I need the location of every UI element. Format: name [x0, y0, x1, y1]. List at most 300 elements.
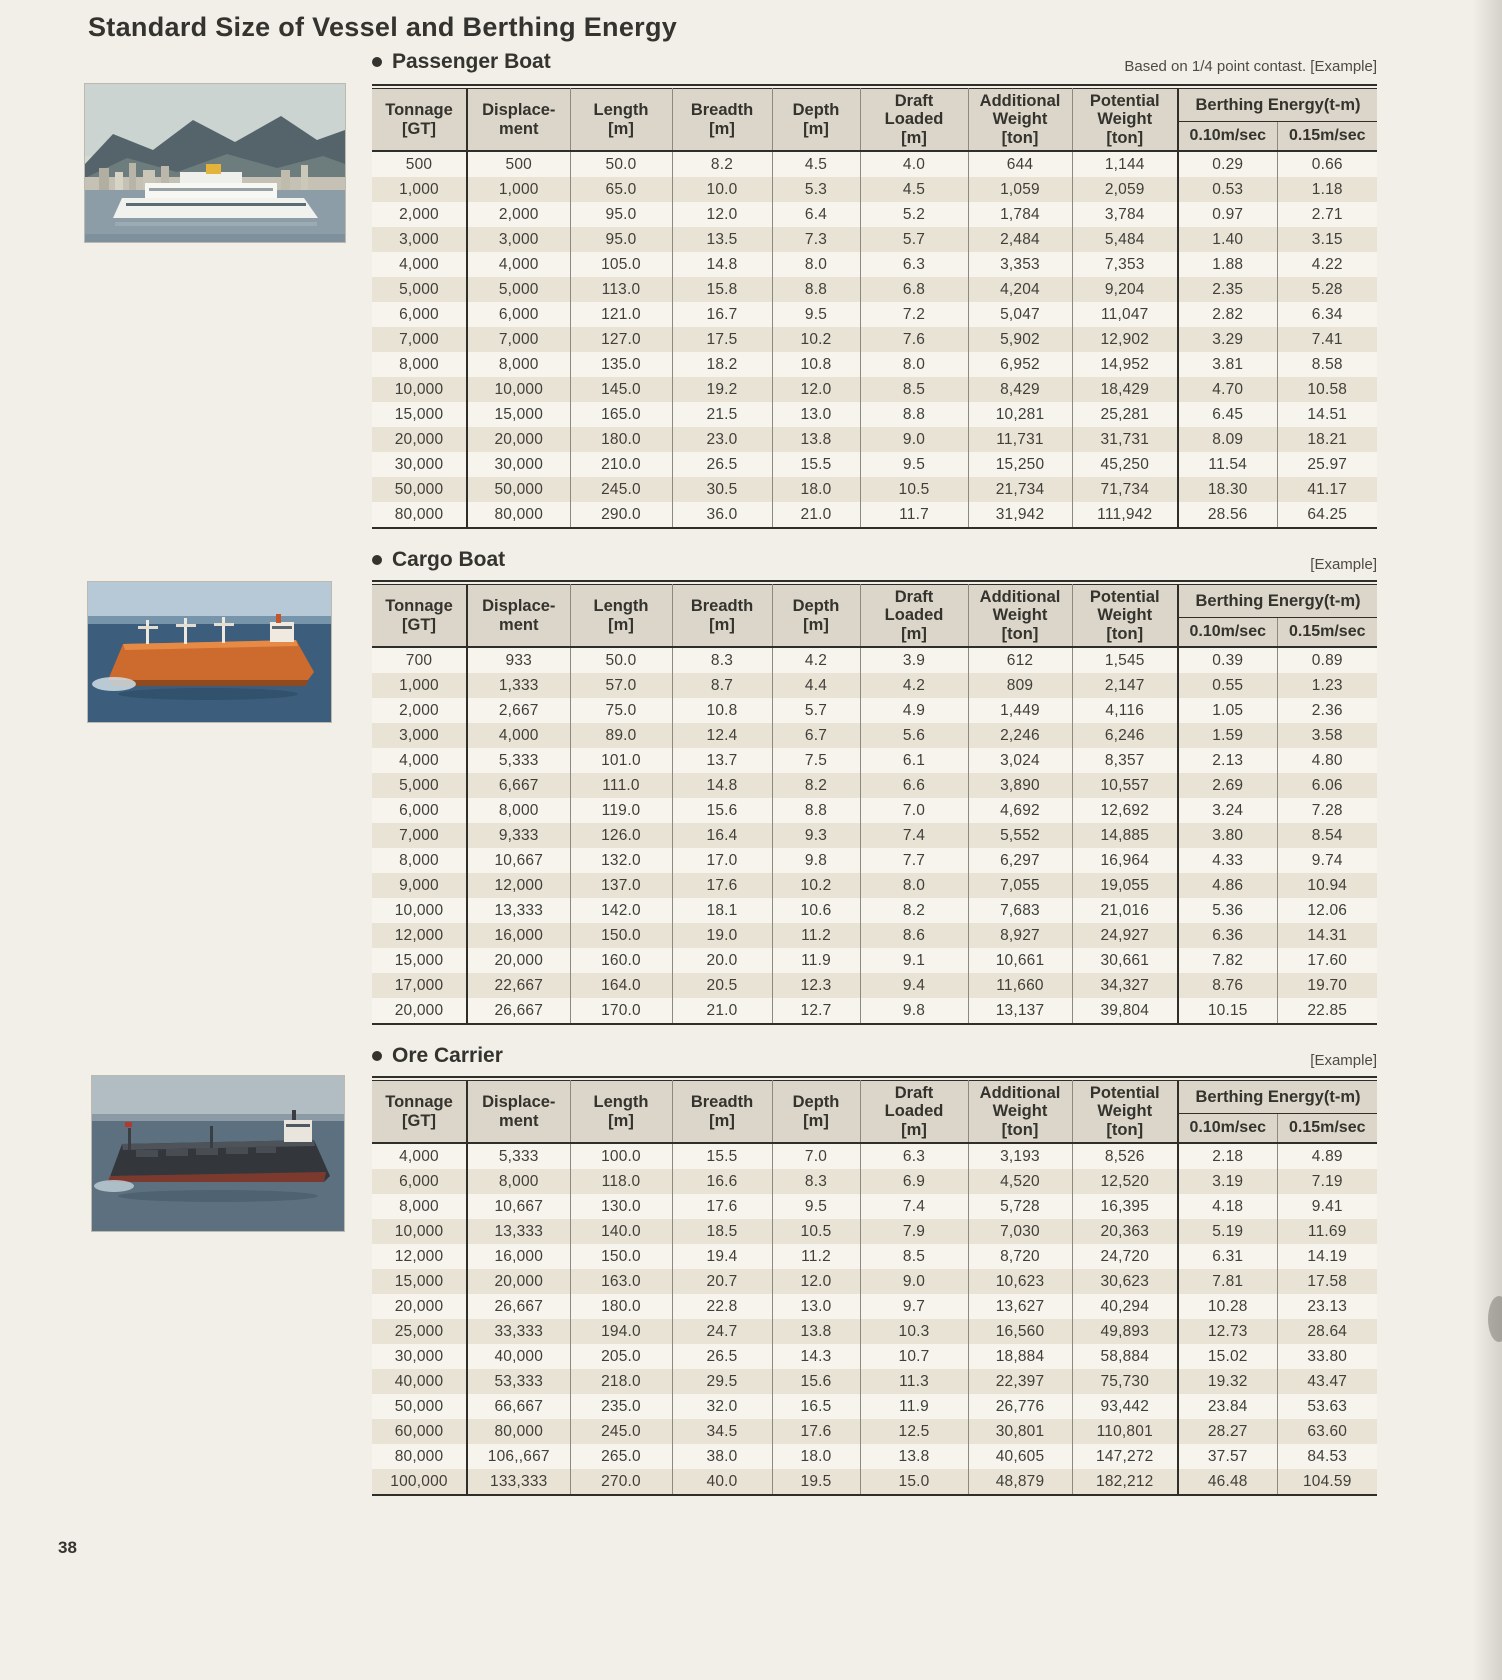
cell: 170.0	[570, 998, 672, 1024]
cell: 4,204	[968, 277, 1072, 302]
table-row	[372, 1143, 1377, 1169]
col-depth: Depth [m]	[772, 585, 860, 648]
cell: 612	[968, 647, 1072, 673]
cell: 21.0	[672, 998, 772, 1024]
cell: 150.0	[570, 923, 672, 948]
cell: 6.3	[860, 1143, 968, 1169]
table-row	[372, 352, 1377, 377]
cell: 13,627	[968, 1294, 1072, 1319]
cell: 5.7	[860, 227, 968, 252]
cell: 14,952	[1072, 352, 1178, 377]
cell: 4.5	[772, 151, 860, 177]
cell: 8,927	[968, 923, 1072, 948]
cell: 17.58	[1307, 1272, 1348, 1290]
cell: 57.0	[570, 673, 672, 698]
table-row	[372, 151, 1377, 177]
cell: 1,333	[467, 673, 570, 698]
cell: 8,357	[1072, 748, 1178, 773]
table-row	[372, 948, 1377, 973]
cell: 4,000	[467, 252, 570, 277]
cell: 19,055	[1072, 873, 1178, 898]
cell: 7.5	[772, 748, 860, 773]
cell: 30,623	[1072, 1269, 1178, 1294]
cell: 6.34	[1311, 305, 1343, 323]
cell: 1.05	[1178, 698, 1277, 723]
cell: 140.0	[570, 1219, 672, 1244]
cell: 3.9	[860, 647, 968, 673]
cell: 3.24	[1178, 798, 1277, 823]
cell: 9,204	[1072, 277, 1178, 302]
cell: 106,,667	[467, 1444, 570, 1469]
col-potential-weight: Potential Weight [ton]	[1072, 1081, 1178, 1144]
cell: 26.5	[672, 452, 772, 477]
cell: 21,016	[1072, 898, 1178, 923]
cell: 4.2	[860, 673, 968, 698]
cell: 11.69	[1307, 1222, 1347, 1240]
col-displacement: Displace- ment	[467, 1081, 570, 1144]
col-breadth: Breadth [m]	[672, 1081, 772, 1144]
cell: 75.0	[570, 698, 672, 723]
cell: 7.6	[860, 327, 968, 352]
cell: 4,116	[1072, 698, 1178, 723]
cell: 8,000	[372, 848, 467, 873]
cell: 46.48	[1178, 1469, 1277, 1495]
cell: 15.5	[672, 1143, 772, 1169]
col-speed-015: 0.15m/sec	[1277, 122, 1377, 152]
cell: 18.0	[772, 477, 860, 502]
cell: 30,661	[1072, 948, 1178, 973]
cell: 33.80	[1307, 1347, 1348, 1365]
cell: 4.5	[860, 177, 968, 202]
cell: 9,333	[467, 823, 570, 848]
cell: 4.86	[1178, 873, 1277, 898]
cell: 30,801	[968, 1419, 1072, 1444]
cell: 10,000	[372, 377, 467, 402]
table-row	[372, 773, 1377, 798]
cell: 7.4	[860, 823, 968, 848]
cell: 50,000	[372, 477, 467, 502]
cell: 7.28	[1311, 801, 1343, 819]
table-row	[372, 1394, 1377, 1419]
col-potential-weight: Potential Weight [ton]	[1072, 89, 1178, 152]
cell: 12,000	[467, 873, 570, 898]
section-title: Ore Carrier	[392, 1044, 503, 1067]
cell: 80,000	[372, 1444, 467, 1469]
cell: 11.7	[860, 502, 968, 528]
cell: 210.0	[570, 452, 672, 477]
cell: 16,964	[1072, 848, 1178, 873]
cell: 245.0	[570, 477, 672, 502]
cell: 101.0	[570, 748, 672, 773]
table-row	[372, 698, 1377, 723]
cell: 80,000	[467, 1419, 570, 1444]
col-draft-loaded: Draft Loaded [m]	[860, 585, 968, 648]
cell: 20,000	[372, 998, 467, 1024]
cell: 9.5	[860, 452, 968, 477]
cell: 100.0	[570, 1143, 672, 1169]
cell: 19.0	[672, 923, 772, 948]
cell: 25,281	[1072, 402, 1178, 427]
cell: 5.2	[860, 202, 968, 227]
cell: 6,667	[467, 773, 570, 798]
cell: 15.02	[1178, 1344, 1277, 1369]
cell: 4.80	[1311, 751, 1343, 769]
table-row	[372, 798, 1377, 823]
cell: 16.6	[672, 1169, 772, 1194]
cell: 4,000	[372, 1143, 467, 1169]
cell: 7,000	[372, 823, 467, 848]
cell: 40,605	[968, 1444, 1072, 1469]
cell: 3.19	[1178, 1169, 1277, 1194]
cell: 20.0	[672, 948, 772, 973]
cell: 5,552	[968, 823, 1072, 848]
cell: 7,353	[1072, 252, 1178, 277]
cell: 89.0	[570, 723, 672, 748]
table-row	[372, 823, 1377, 848]
cell: 1,784	[968, 202, 1072, 227]
table-row	[372, 427, 1377, 452]
cell: 21.5	[672, 402, 772, 427]
col-displacement: Displace- ment	[467, 585, 570, 648]
col-breadth: Breadth [m]	[672, 585, 772, 648]
table-row	[372, 1219, 1377, 1244]
cell: 9.3	[772, 823, 860, 848]
cell: 14.31	[1307, 926, 1348, 944]
ore-carrier-table	[372, 1080, 1377, 1496]
cell: 18.21	[1307, 430, 1348, 448]
cell: 13.8	[860, 1444, 968, 1469]
cell: 11.2	[772, 923, 860, 948]
cell: 9.0	[860, 427, 968, 452]
cell: 4.22	[1311, 255, 1343, 273]
cell: 10,667	[467, 1194, 570, 1219]
cell: 110,801	[1072, 1419, 1178, 1444]
cell: 18.5	[672, 1219, 772, 1244]
table-row	[372, 1344, 1377, 1369]
cell: 9.4	[860, 973, 968, 998]
cell: 7.3	[772, 227, 860, 252]
cell: 135.0	[570, 352, 672, 377]
cell: 40,000	[467, 1344, 570, 1369]
cell: 8.58	[1311, 355, 1343, 373]
cell: 270.0	[570, 1469, 672, 1495]
cell: 13.0	[772, 402, 860, 427]
cell: 7,055	[968, 873, 1072, 898]
table-row	[372, 277, 1377, 302]
ore-carrier-photo	[92, 1076, 344, 1231]
cell: 28.27	[1178, 1419, 1277, 1444]
table-row	[372, 202, 1377, 227]
table-row	[372, 723, 1377, 748]
cell: 6.9	[860, 1169, 968, 1194]
cell: 21,734	[968, 477, 1072, 502]
cell: 5,333	[467, 1143, 570, 1169]
table-row	[372, 452, 1377, 477]
cell: 3,193	[968, 1143, 1072, 1169]
cell: 28.64	[1307, 1322, 1348, 1340]
cell: 8,000	[467, 352, 570, 377]
cell: 30,000	[372, 1344, 467, 1369]
cell: 22.8	[672, 1294, 772, 1319]
cell: 23.13	[1307, 1297, 1348, 1315]
cell: 2.18	[1178, 1143, 1277, 1169]
cell: 2,000	[372, 698, 467, 723]
cell: 19.2	[672, 377, 772, 402]
cell: 8.2	[860, 898, 968, 923]
col-draft-loaded: Draft Loaded [m]	[860, 89, 968, 152]
cell: 5,484	[1072, 227, 1178, 252]
cell: 14,885	[1072, 823, 1178, 848]
cell: 2.35	[1178, 277, 1277, 302]
cell: 22,667	[467, 973, 570, 998]
table-row	[372, 1294, 1377, 1319]
table-row	[372, 923, 1377, 948]
cell: 500	[372, 151, 467, 177]
cell: 38.0	[672, 1444, 772, 1469]
cell: 40.0	[672, 1469, 772, 1495]
cell: 4.18	[1178, 1194, 1277, 1219]
cell: 6,000	[372, 1169, 467, 1194]
cell: 20,000	[467, 948, 570, 973]
cell: 118.0	[570, 1169, 672, 1194]
cell: 2,000	[372, 202, 467, 227]
cell: 15.5	[772, 452, 860, 477]
cell: 15,000	[467, 402, 570, 427]
cell: 18,429	[1072, 377, 1178, 402]
cell: 9.0	[860, 1269, 968, 1294]
table-row	[372, 848, 1377, 873]
col-speed-010: 0.10m/sec	[1178, 1114, 1277, 1144]
cell: 29.5	[672, 1369, 772, 1394]
cell: 14.51	[1307, 405, 1348, 423]
cell: 18.0	[772, 1444, 860, 1469]
cell: 2.13	[1178, 748, 1277, 773]
cell: 933	[467, 647, 570, 673]
passenger-boat-table-body	[372, 151, 1377, 528]
cell: 20,000	[467, 1269, 570, 1294]
cell: 23.0	[672, 427, 772, 452]
passenger-boat-table-wrap	[372, 84, 1377, 529]
cell: 16,000	[467, 1244, 570, 1269]
cell: 12.0	[672, 202, 772, 227]
table-row	[372, 647, 1377, 673]
col-tonnage: Tonnage [GT]	[372, 89, 467, 152]
cell: 6.7	[772, 723, 860, 748]
cell: 49,893	[1072, 1319, 1178, 1344]
cell: 7.9	[860, 1219, 968, 1244]
cell: 6,297	[968, 848, 1072, 873]
cell: 50.0	[570, 151, 672, 177]
cell: 34.5	[672, 1419, 772, 1444]
cell: 0.97	[1178, 202, 1277, 227]
cell: 6,000	[467, 302, 570, 327]
cell: 5.3	[772, 177, 860, 202]
cell: 2,000	[467, 202, 570, 227]
cell: 6.3	[860, 252, 968, 277]
col-speed-010: 0.10m/sec	[1178, 618, 1277, 648]
cell: 111,942	[1072, 502, 1178, 528]
cell: 16,560	[968, 1319, 1072, 1344]
cell: 31,731	[1072, 427, 1178, 452]
cell: 10.28	[1178, 1294, 1277, 1319]
cell: 7.7	[860, 848, 968, 873]
table-row	[372, 748, 1377, 773]
cell: 33,333	[467, 1319, 570, 1344]
cell: 18.1	[672, 898, 772, 923]
cell: 15.6	[672, 798, 772, 823]
cell: 10.5	[772, 1219, 860, 1244]
table-row	[372, 252, 1377, 277]
cell: 180.0	[570, 1294, 672, 1319]
cell: 18,884	[968, 1344, 1072, 1369]
cell: 17.5	[672, 327, 772, 352]
cell: 2,246	[968, 723, 1072, 748]
cell: 8,429	[968, 377, 1072, 402]
cell: 3.81	[1178, 352, 1277, 377]
cell: 8.8	[772, 798, 860, 823]
cell: 121.0	[570, 302, 672, 327]
cell: 2,147	[1072, 673, 1178, 698]
cell: 17,000	[372, 973, 467, 998]
cell: 39,804	[1072, 998, 1178, 1024]
cell: 40,294	[1072, 1294, 1178, 1319]
cell: 127.0	[570, 327, 672, 352]
cell: 145.0	[570, 377, 672, 402]
cell: 43.47	[1307, 1372, 1348, 1390]
col-depth: Depth [m]	[772, 89, 860, 152]
bullet-icon	[372, 1051, 382, 1061]
cell: 10,000	[372, 1219, 467, 1244]
cell: 21.0	[772, 502, 860, 528]
col-berthing-energy: Berthing Energy(t-m)	[1178, 89, 1377, 122]
col-length: Length [m]	[570, 585, 672, 648]
cell: 8.8	[772, 277, 860, 302]
cell: 5,047	[968, 302, 1072, 327]
cell: 16,000	[467, 923, 570, 948]
cell: 700	[372, 647, 467, 673]
cell: 180.0	[570, 427, 672, 452]
cell: 58,884	[1072, 1344, 1178, 1369]
cell: 182,212	[1072, 1469, 1178, 1495]
cell: 7.2	[860, 302, 968, 327]
cell: 7.19	[1311, 1172, 1343, 1190]
cell: 11,047	[1072, 302, 1178, 327]
cell: 2,667	[467, 698, 570, 723]
cell: 5.36	[1178, 898, 1277, 923]
cell: 132.0	[570, 848, 672, 873]
cell: 4.0	[860, 151, 968, 177]
cell: 3,000	[372, 723, 467, 748]
cell: 0.53	[1178, 177, 1277, 202]
cell: 163.0	[570, 1269, 672, 1294]
cell: 2.82	[1178, 302, 1277, 327]
col-length: Length [m]	[570, 89, 672, 152]
cell: 10.2	[772, 873, 860, 898]
passenger-ship-illustration	[85, 84, 345, 242]
cell: 218.0	[570, 1369, 672, 1394]
cell: 9.41	[1311, 1197, 1343, 1215]
col-berthing-energy: Berthing Energy(t-m)	[1178, 585, 1377, 618]
cell: 5,902	[968, 327, 1072, 352]
cell: 11,660	[968, 973, 1072, 998]
cell: 0.89	[1311, 651, 1343, 669]
cell: 7,030	[968, 1219, 1072, 1244]
cell: 1,144	[1072, 151, 1178, 177]
cell: 15,250	[968, 452, 1072, 477]
cell: 15.6	[772, 1369, 860, 1394]
table-row	[372, 998, 1377, 1024]
cell: 4,000	[372, 252, 467, 277]
cell: 13,333	[467, 1219, 570, 1244]
cell: 15,000	[372, 402, 467, 427]
col-potential-weight: Potential Weight [ton]	[1072, 585, 1178, 648]
cell: 65.0	[570, 177, 672, 202]
cell: 1.88	[1178, 252, 1277, 277]
col-additional-weight: Additional Weight [ton]	[968, 89, 1072, 152]
cell: 10.8	[672, 698, 772, 723]
cell: 10,661	[968, 948, 1072, 973]
cell: 9.8	[772, 848, 860, 873]
cell: 5.28	[1311, 280, 1343, 298]
cell: 95.0	[570, 202, 672, 227]
cell: 205.0	[570, 1344, 672, 1369]
cell: 30.5	[672, 477, 772, 502]
cell: 290.0	[570, 502, 672, 528]
cell: 8,526	[1072, 1143, 1178, 1169]
cell: 1.40	[1178, 227, 1277, 252]
col-speed-015: 0.15m/sec	[1277, 1114, 1377, 1144]
cell: 8.5	[860, 377, 968, 402]
cell: 12,000	[372, 1244, 467, 1269]
cell: 26,667	[467, 1294, 570, 1319]
page-number: 38	[58, 1538, 77, 1557]
cell: 64.25	[1277, 502, 1377, 528]
cell: 4,000	[372, 748, 467, 773]
cell: 9.7	[860, 1294, 968, 1319]
cell: 20,000	[372, 427, 467, 452]
cell: 7.81	[1178, 1269, 1277, 1294]
passenger-ship-photo	[85, 84, 345, 242]
cell: 22,397	[968, 1369, 1072, 1394]
table-row	[372, 1319, 1377, 1344]
cell: 34,327	[1072, 973, 1178, 998]
cell: 24.7	[672, 1319, 772, 1344]
table-row	[372, 227, 1377, 252]
cell: 1.23	[1311, 676, 1343, 694]
table-row	[372, 1469, 1377, 1495]
cell: 1,545	[1072, 647, 1178, 673]
cell: 5.6	[860, 723, 968, 748]
cell: 95.0	[570, 227, 672, 252]
cell: 0.66	[1311, 155, 1343, 173]
cell: 15,000	[372, 1269, 467, 1294]
ore-carrier-illustration	[92, 1076, 344, 1231]
cell: 6.36	[1178, 923, 1277, 948]
cell: 16.4	[672, 823, 772, 848]
cell: 7,000	[467, 327, 570, 352]
cell: 20.7	[672, 1269, 772, 1294]
cell: 10,000	[467, 377, 570, 402]
table-row	[372, 402, 1377, 427]
cell: 71,734	[1072, 477, 1178, 502]
cell: 13.8	[772, 1319, 860, 1344]
cell: 66,667	[467, 1394, 570, 1419]
cell: 1.18	[1311, 180, 1343, 198]
col-speed-015: 0.15m/sec	[1277, 618, 1377, 648]
table-row	[372, 1369, 1377, 1394]
cell: 100,000	[372, 1469, 467, 1495]
cell: 19.32	[1178, 1369, 1277, 1394]
